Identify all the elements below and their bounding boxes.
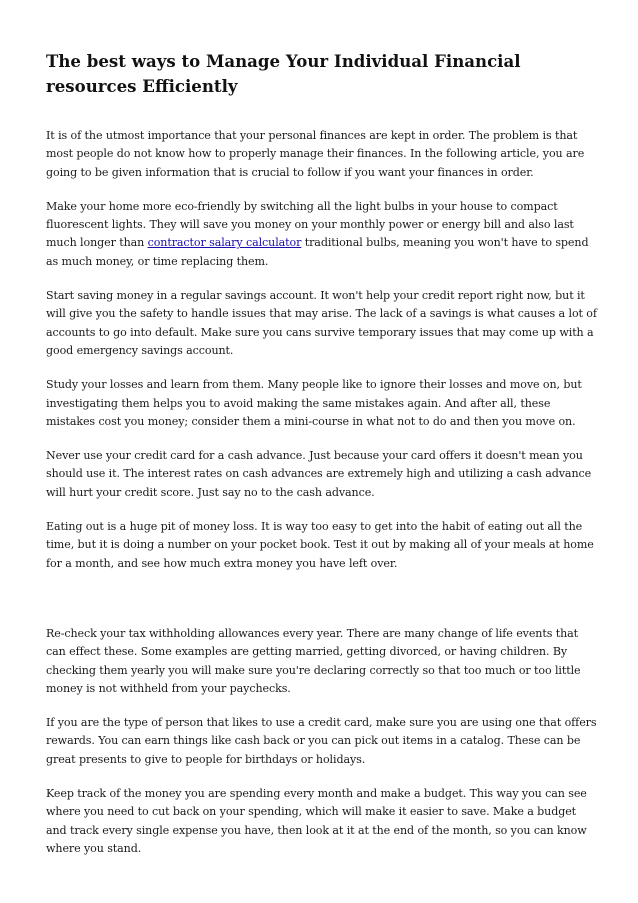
- paragraph-credit-card-rewards: If you are the type of person that likes to use a credit card, make sure you are using one that offers rewards. You can earn things like cash back or you can pick out items in a catalog. These can be great presents to give to people for birthdays or holidays.: [46, 716, 597, 766]
- contractor-salary-calculator-link[interactable]: contractor salary calculator: [147, 236, 302, 250]
- paragraph-light-bulbs: [46, 198, 598, 271]
- document-page: [46, 49, 598, 874]
- paragraph-savings-account: Start saving money in a regular savings account. It won't help your credit report right now, but it will give you the safety to handle issues that may arise. The lack of a savings is what causes a lot of accounts to go into default. Make sure you cans survive temporary issues that may come up with a good emergency savings account.: [46, 289, 597, 357]
- paragraph-cash-advance: Never use your credit card for a cash advance. Just because your card offers it doesn't mean you should use it. The interest rates on cash advances are extremely high and utilizing a cash advance will hurt your credit score. Just say no to the cash advance.: [46, 449, 592, 499]
- paragraph-study-losses: Study your losses and learn from them. Many people like to ignore their losses and move on, but investigating them helps you to avoid making the same mistakes again. And after all, these mistakes cost you money; consider them a mini-course in what not to do and then you move on.: [46, 378, 582, 428]
- paragraph-budget: Keep track of the money you are spending every month and make a budget. This way you can see where you need to cut back on your spending, which will make it easier to save. Make a budget and track every single expense you have, then look at it at the end of the month, so you can know where you stand.: [46, 787, 587, 855]
- paragraph-text-after-link: traditional bulbs, meaning you won't have to spend as much money, or time replacing them.: [46, 236, 589, 268]
- paragraph-intro: It is of the utmost importance that your personal finances are kept in order. The problem is that most people do not know how to properly manage their finances. In the following article, you are going to be given information that is crucial to follow if you want your finances in order.: [46, 129, 585, 179]
- paragraph-tax-withholding: Re-check your tax withholding allowances every year. There are many change of life events that can effect these. Some examples are getting married, getting divorced, or having children. By checking them yearly you will make sure you're declaring correctly so that too much or too little money is not withheld from your paychecks.: [46, 626, 581, 695]
- document-title: The best ways to Manage Your Individual Financial resources Efficiently: [46, 51, 521, 96]
- paragraph-eating-out: Eating out is a huge pit of money loss. It is way too easy to get into the habit of eating out all the time, but it is doing a number on your pocket book. Test it out by making all of your meals at home for a month, and see how much extra money you have left over.: [46, 520, 594, 570]
- paragraph-text-before-link: Make your home more eco-friendly by switching all the light bulbs in your house to compact fluorescent lights. They will save you money on your monthly power or energy bill and also last much longer than: [46, 199, 574, 250]
